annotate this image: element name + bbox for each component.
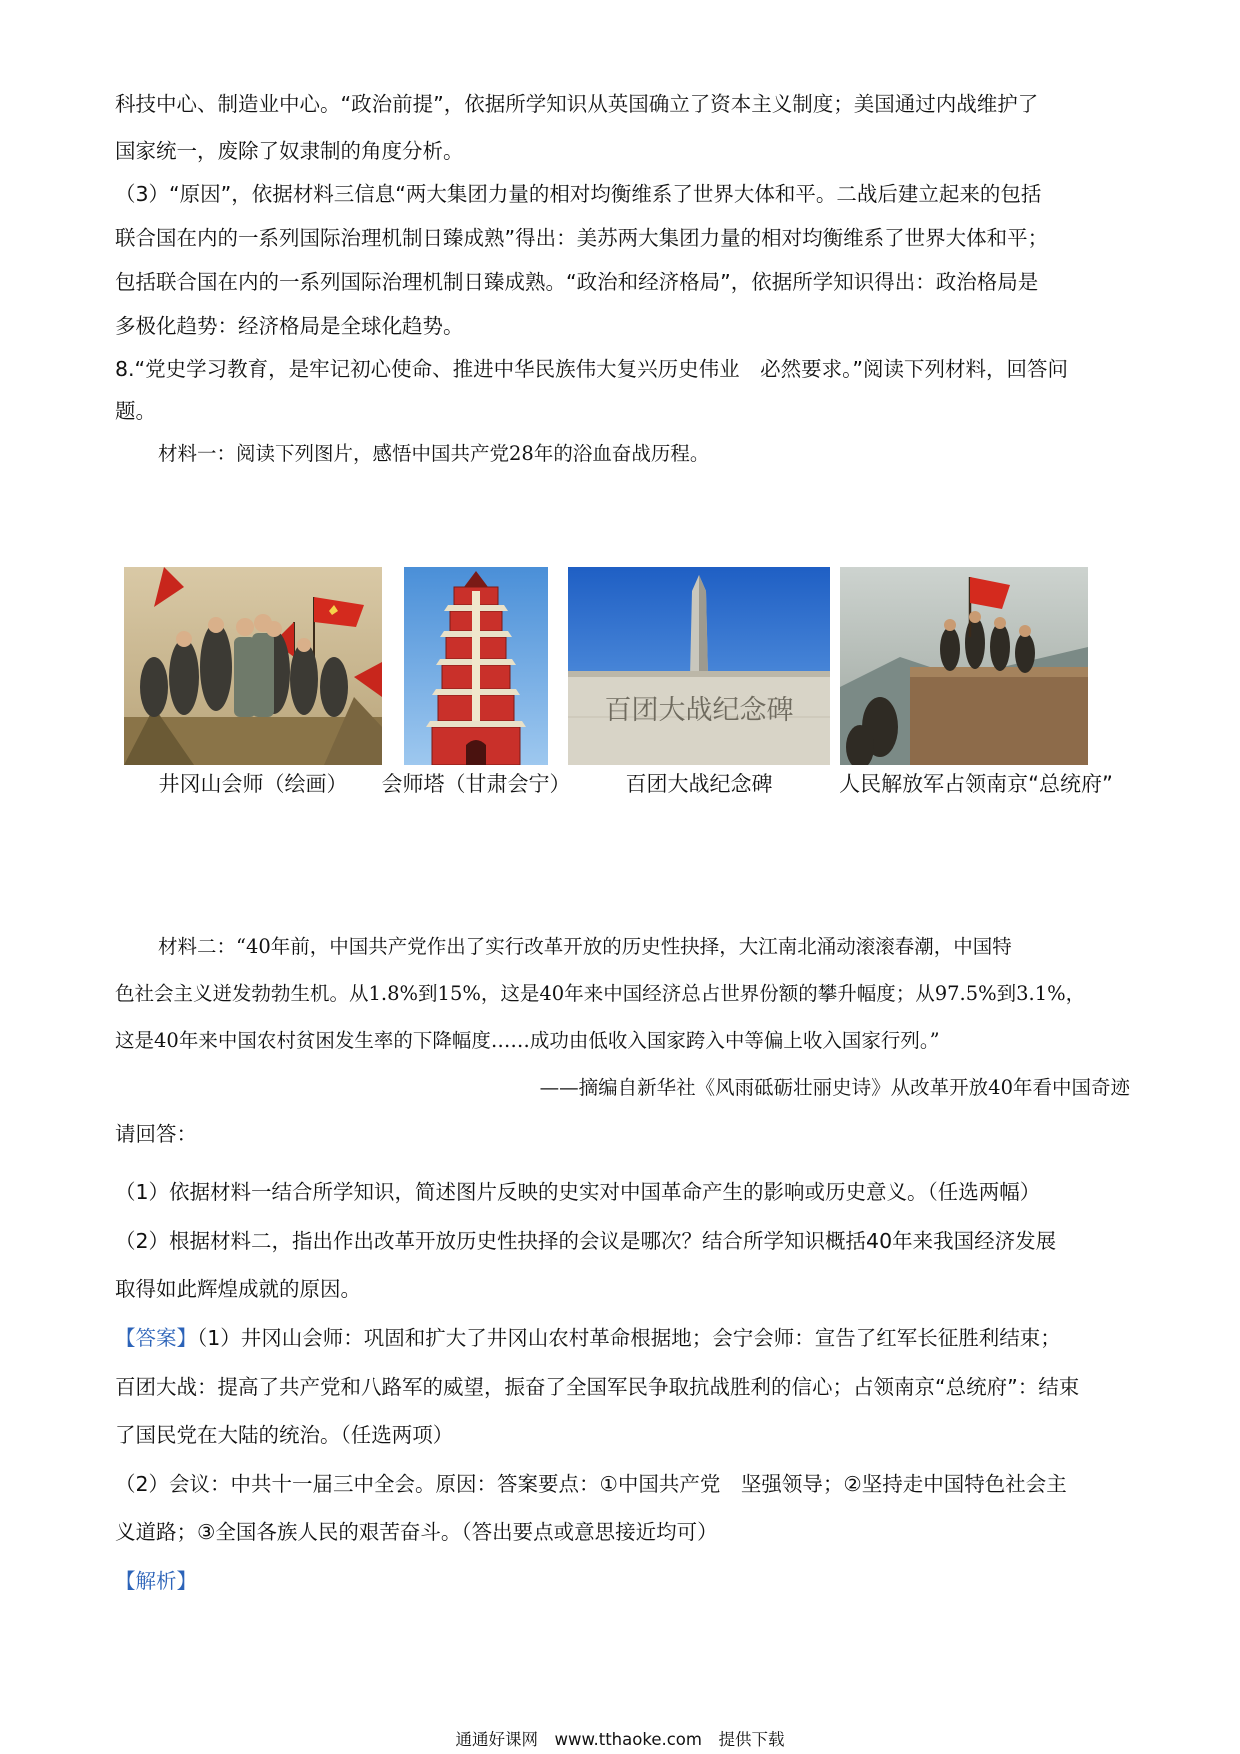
answer-text: （1）井冈山会师：巩固和扩大了井冈山农村革命根据地；会宁会师：宣告了红军长征胜利结束； (197, 1326, 1061, 1350)
material-two: 材料二：“40年前，中国共产党作出了实行改革开放的历史性抉择，大江南北涌动滚滚春潮，中国特 (158, 935, 1012, 958)
text-line: （3）“原因”，依据材料三信息“两大集团力量的相对均衡维系了世界大体和平。二战后建立起来的包括 (115, 182, 1042, 206)
answer-line: 百团大战：提高了共产党和八路军的威望，振奋了全国军民争取抗战胜利的信心；占领南京“总统府”：结束 (115, 1375, 1080, 1399)
text-line: 国家统一，废除了奴隶制的角度分析。 (115, 139, 464, 163)
text-line: 多极化趋势：经济格局是全球化趋势。 (115, 314, 464, 338)
sub-question-2: 取得如此辉煌成就的原因。 (115, 1277, 361, 1301)
page-footer: 通通好课网 www.tthaoke.com 提供下载 (455, 1730, 785, 1749)
answer-tag: 【答案】 (115, 1326, 197, 1350)
image-caption: 人民解放军占领南京“总统府” (839, 772, 1113, 796)
image-caption: 会师塔（甘肃会宁） (381, 772, 571, 796)
question-8-stem: 8.“党史学习教育，是牢记初心使命、推进中华民族伟大复兴历史伟业 必然要求。”阅读下列材料，回答问 (115, 357, 1069, 381)
text-line: 科技中心、制造业中心。“政治前提”，依据所学知识从英国确立了资本主义制度；美国通过内战维护了 (115, 92, 1039, 116)
nanjing-presidential-palace-image (840, 567, 1088, 765)
answer-line: 义道路；③全国各族人民的艰苦奋斗。（答出要点或意思接近均可） (115, 1520, 718, 1544)
answer-line (115, 1324, 1130, 1352)
jinggangshan-painting-image (124, 567, 382, 765)
text-line: 联合国在内的一系列国际治理机制日臻成熟”得出：美苏两大集团力量的相对均衡维系了世界大体和平； (115, 226, 1049, 250)
answer-line: （2）会议：中共十一届三中全会。原因：答案要点：①中国共产党 坚强领导；②坚持走中国特色社会主 (115, 1472, 1067, 1496)
material-one-intro: 材料一：阅读下列图片，感悟中国共产党28年的浴血奋战历程。 (158, 442, 710, 465)
text-line: 包括联合国在内的一系列国际治理机制日臻成熟。“政治和经济格局”，依据所学知识得出：政治格局是 (115, 270, 1039, 294)
please-answer: 请回答： (115, 1122, 197, 1146)
monument-inscription: 百团大战纪念碑 (604, 695, 794, 726)
question-8-stem: 题。 (115, 399, 156, 423)
sub-question-1: （1）依据材料一结合所学知识，简述图片反映的史实对中国革命产生的影响或历史意义。（任选两幅） (115, 1180, 1041, 1204)
analysis-tag: 【解析】 (115, 1569, 197, 1593)
image-caption: 井冈山会师（绘画） (158, 772, 348, 796)
hundred-regiments-monument-image (568, 567, 830, 765)
sub-question-2: （2）根据材料二，指出作出改革开放历史性抉择的会议是哪次？结合所学知识概括40年来我国经济发展 (115, 1229, 1057, 1253)
material-two-source: ——摘编自新华社《风雨砥砺壮丽史诗》从改革开放40年看中国奇迹 (539, 1076, 1130, 1099)
huining-pagoda-image (404, 567, 548, 765)
material-two: 这是40年来中国农村贫困发生率的下降幅度……成功由低收入国家跨入中等偏上收入国家行列。” (115, 1029, 940, 1052)
material-two: 色社会主义迸发勃勃生机。从1.8%到15%，这是40年来中国经济总占世界份额的攀升幅度；从97.5%到3.1%， (115, 982, 1086, 1005)
image-caption: 百团大战纪念碑 (625, 772, 773, 796)
answer-line: 了国民党在大陆的统治。（任选两项） (115, 1423, 454, 1447)
